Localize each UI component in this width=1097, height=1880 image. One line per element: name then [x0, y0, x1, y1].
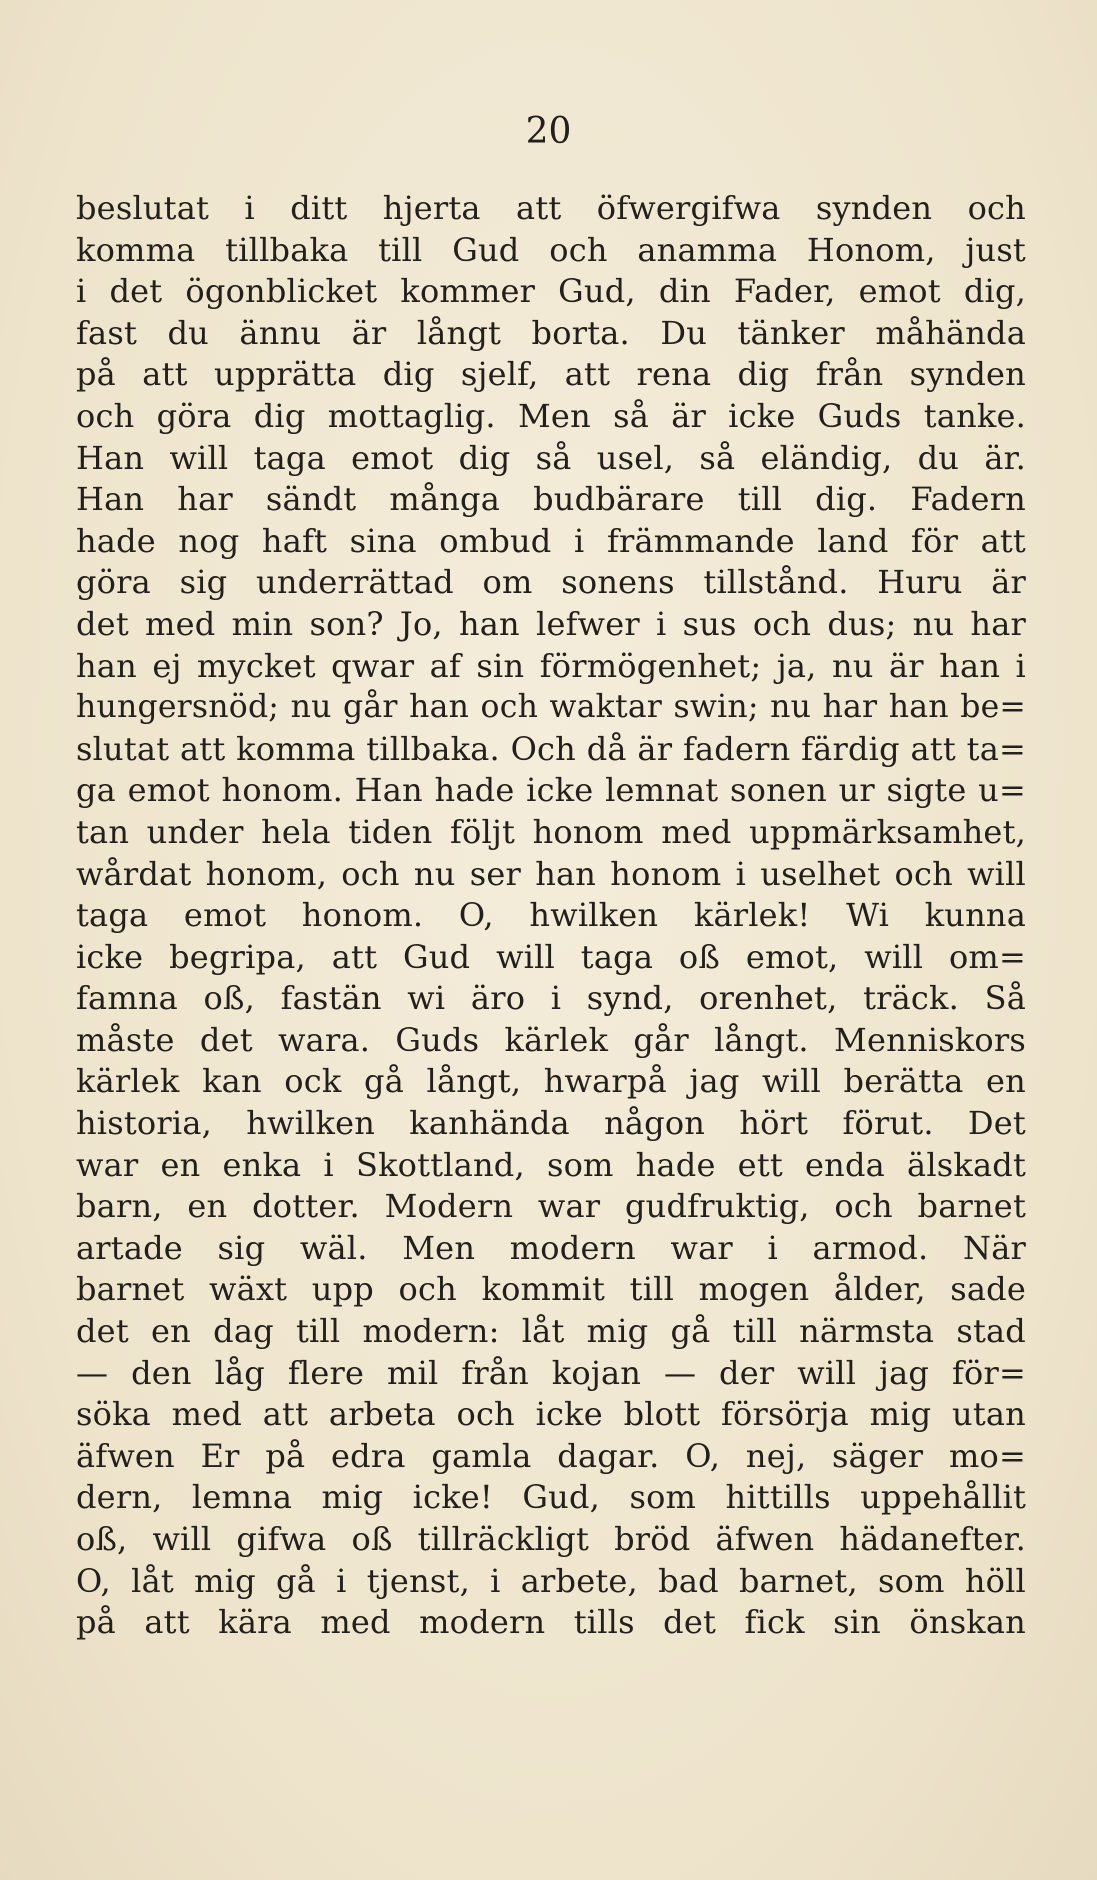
text-line: ga emot honom. Han hade icke lemnat sonen ur sigte u=: [76, 771, 1026, 810]
text-line: söka med att arbeta och icke blott försörja mig utan: [76, 1395, 1026, 1434]
text-line: hade nog haft sina ombud i främmande land för att: [76, 521, 1026, 560]
text-line: på att upprätta dig sjelf, att rena dig från synden: [76, 355, 1026, 394]
text-line: hungersnöd; nu går han och waktar swin; nu har han be=: [76, 689, 1026, 726]
text-line: icke begripa, att Gud will taga oß emot, will om=: [76, 937, 1026, 976]
text-line: tan under hela tiden följt honom med uppmärksamhet,: [76, 812, 1026, 851]
text-line: slutat att komma tillbaka. Och då är fadern färdig att ta=: [76, 729, 1026, 768]
text-line: taga emot honom. O, hwilken kärlek! Wi kunna: [76, 896, 1026, 935]
text-line: oß, will gifwa oß tillräckligt bröd äfwen hädanefter.: [76, 1520, 1026, 1558]
text-line: O, låt mig gå i tjenst, i arbete, bad barnet, som höll: [76, 1561, 1026, 1600]
text-line: fast du ännu är långt borta. Du tänker måhända: [76, 313, 1026, 352]
text-line: på att kära med modern tills det fick sin önskan: [76, 1603, 1026, 1642]
text-line: i det ögonblicket kommer Gud, din Fader, emot dig,: [76, 272, 1026, 311]
page-number: 20: [525, 111, 572, 152]
body-text: [76, 188, 1026, 1644]
text-line: Han har sändt många budbärare till dig. Fadern: [76, 480, 1026, 519]
text-line: famna oß, fastän wi äro i synd, orenhet, träck. Så: [76, 979, 1026, 1018]
text-line: war en enka i Skottland, som hade ett enda älskadt: [76, 1145, 1026, 1184]
text-line: dern, lemna mig icke! Gud, som hittills uppehållit: [76, 1478, 1026, 1517]
text-line: wårdat honom, och nu ser han honom i uselhet och will: [76, 854, 1026, 893]
text-line: han ej mycket qwar af sin förmögenhet; ja, nu är han i: [76, 646, 1026, 685]
text-line: Han will taga emot dig så usel, så eländig, du är.: [76, 438, 1026, 477]
text-line: göra sig underrättad om sonens tillstånd. Huru är: [76, 563, 1026, 602]
text-line: komma tillbaka till Gud och anamma Honom, just: [76, 230, 1026, 269]
text-line: barnet wäxt upp och kommit till mogen ålder, sade: [76, 1270, 1026, 1309]
text-line: kärlek kan ock gå långt, hwarpå jag will berätta en: [76, 1062, 1026, 1101]
text-line: artade sig wäl. Men modern war i armod. När: [76, 1228, 1026, 1267]
text-line: äfwen Er på edra gamla dagar. O, nej, säger mo=: [76, 1436, 1026, 1475]
text-line: och göra dig mottaglig. Men så är icke Guds tanke.: [76, 396, 1026, 435]
text-line: det en dag till modern: låt mig gå till närmsta stad: [76, 1312, 1026, 1351]
text-line: beslutat i ditt hjerta att öfwergifwa synden och: [76, 189, 1026, 227]
text-line: — den låg flere mil från kojan — der will jag för=: [76, 1353, 1026, 1392]
text-line: det med min son? Jo, han lefwer i sus och dus; nu har: [76, 604, 1026, 643]
text-line: måste det wara. Guds kärlek går långt. Menniskors: [76, 1020, 1026, 1059]
text-line: historia, hwilken kanhända någon hört förut. Det: [76, 1104, 1026, 1143]
text-line: barn, en dotter. Modern war gudfruktig, och barnet: [76, 1187, 1026, 1226]
